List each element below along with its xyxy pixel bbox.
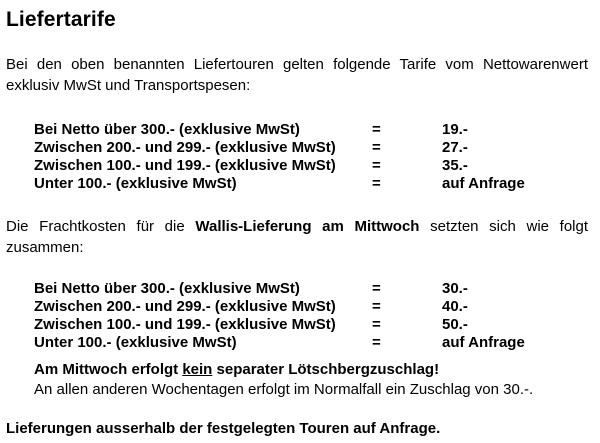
table-row [34,334,562,352]
rate-condition: Zwischen 100.- und 199.- (exklusive MwSt) [34,316,336,333]
equals-sign: = [372,157,381,174]
rate-price: 50.- [442,316,468,333]
wednesday-note-underlined: kein [182,361,213,378]
table-row [34,316,562,334]
rate-condition: Zwischen 100.- und 199.- (exklusive MwSt) [34,157,336,174]
wednesday-note-after: separater Lötschbergzuschlag! [212,361,440,378]
rate-condition: Unter 100.- (exklusive MwSt) [34,175,237,192]
rate-condition: Unter 100.- (exklusive MwSt) [34,334,237,351]
wednesday-note [34,360,533,380]
table-row [34,139,562,157]
freight-paragraph [6,216,588,258]
freight-text-before: Die Frachtkosten für die [6,218,196,235]
table-row [34,298,562,316]
equals-sign: = [372,280,381,297]
table-row [34,175,562,193]
table-row [34,157,562,175]
notes-block [34,360,533,400]
table-row [34,280,562,298]
equals-sign: = [372,121,381,138]
rate-condition: Zwischen 200.- und 299.- (exklusive MwSt) [34,139,336,156]
equals-sign: = [372,175,381,192]
freight-text-after: setzten sich wie folgt zusammen: [6,218,589,256]
rate-price: auf Anfrage [442,334,525,351]
footer-note: Lieferungen ausserhalb der festgelegten Touren auf Anfrage. [6,420,441,437]
wallis-rates-table [34,280,562,352]
rate-price: 40.- [442,298,468,315]
page-title: Liefertarife [6,8,116,31]
rate-condition: Bei Netto über 300.- (exklusive MwSt) [34,121,300,138]
rate-price: 19.- [442,121,468,138]
intro-paragraph: Bei den oben benannten Liefertouren gelten folgende Tarife vom Nettowarenwert exklusiv MwSt und Transportspesen: [6,56,588,94]
rate-condition: Bei Netto über 300.- (exklusive MwSt) [34,280,300,297]
other-days-note: An allen anderen Wochentagen erfolgt im Normalfall ein Zuschlag von 30.-. [34,381,534,398]
rate-condition: Zwischen 200.- und 299.- (exklusive MwSt) [34,298,336,315]
equals-sign: = [372,298,381,315]
rate-price: 35.- [442,157,468,174]
wednesday-note-before: Am Mittwoch erfolgt [34,361,183,378]
standard-rates-table [34,121,562,193]
table-row [34,121,562,139]
rate-price: 30.- [442,280,468,297]
freight-highlight: Wallis-Lieferung am Mittwoch [195,218,420,235]
equals-sign: = [372,316,381,333]
equals-sign: = [372,334,381,351]
equals-sign: = [372,139,381,156]
rate-price: 27.- [442,139,468,156]
rate-price: auf Anfrage [442,175,525,192]
